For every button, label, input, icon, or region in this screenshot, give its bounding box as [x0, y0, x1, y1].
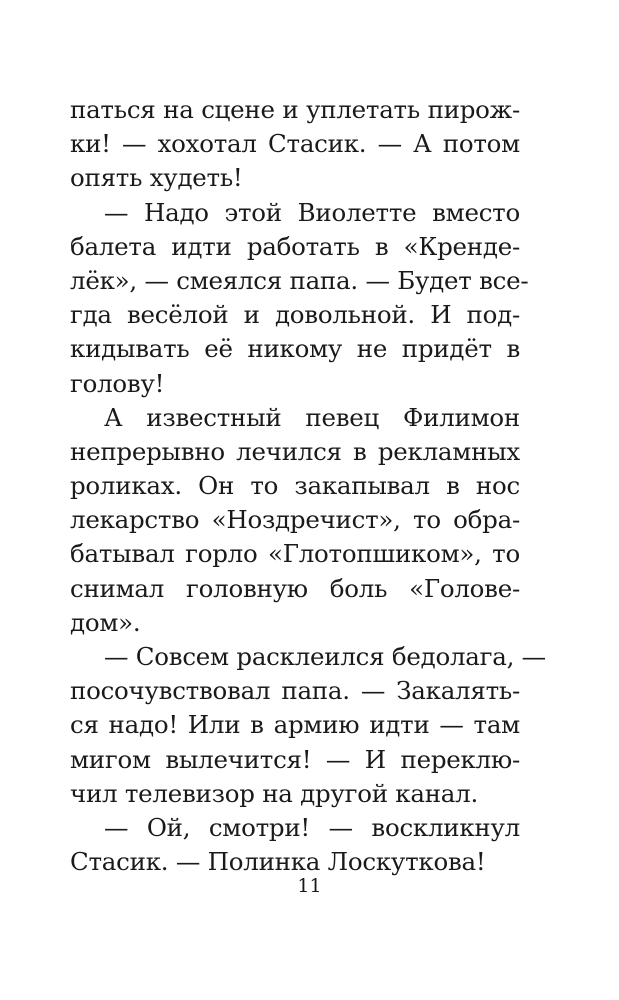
- text-line: — Ой, смотри! — воскликнул: [104, 812, 520, 842]
- text-line: паться на сцене и уплетать пирож-: [70, 95, 520, 124]
- text-line: — Надо этой Виолетте вместо: [104, 197, 520, 227]
- text-line: дом».: [70, 607, 141, 637]
- text-line: посочувствовал папа. — Закалять-: [70, 676, 520, 706]
- text-line: лекарство «Ноздречист», то обра-: [70, 505, 520, 535]
- page-number: 11: [297, 875, 322, 897]
- text-line: опять худеть!: [70, 163, 243, 193]
- text-line: А известный певец Филимон: [104, 402, 520, 432]
- text-line: кидывать её никому не придёт в: [70, 334, 520, 364]
- text-line: снимал головную боль «Голове-: [70, 573, 520, 603]
- text-line: ся надо! Или в армию идти — там: [70, 710, 520, 740]
- text-line: мигом вылечится! — И переклю-: [70, 744, 520, 774]
- text-line: лёк», — смеялся папа. — Будет все-: [70, 265, 529, 295]
- text-line: Стасик. — Полинка Лоскуткова!: [70, 847, 486, 877]
- text-line: чил телевизор на другой канал.: [70, 778, 479, 808]
- text-line: балета идти работать в «Кренде-: [70, 231, 520, 261]
- text-line: гда весёлой и довольной. И под-: [70, 300, 520, 330]
- text-line: непрерывно лечился в рекламных: [70, 436, 520, 466]
- text-line: батывал горло «Глотопшиком», то: [70, 539, 520, 569]
- text-line: роликах. Он то закапывал в нос: [70, 471, 520, 501]
- body-text: [70, 93, 546, 879]
- text-line: голову!: [70, 368, 165, 398]
- text-line: — Совсем расклеился бедолага, —: [104, 642, 546, 671]
- text-line: ки! — хохотал Стасик. — А потом: [70, 129, 520, 159]
